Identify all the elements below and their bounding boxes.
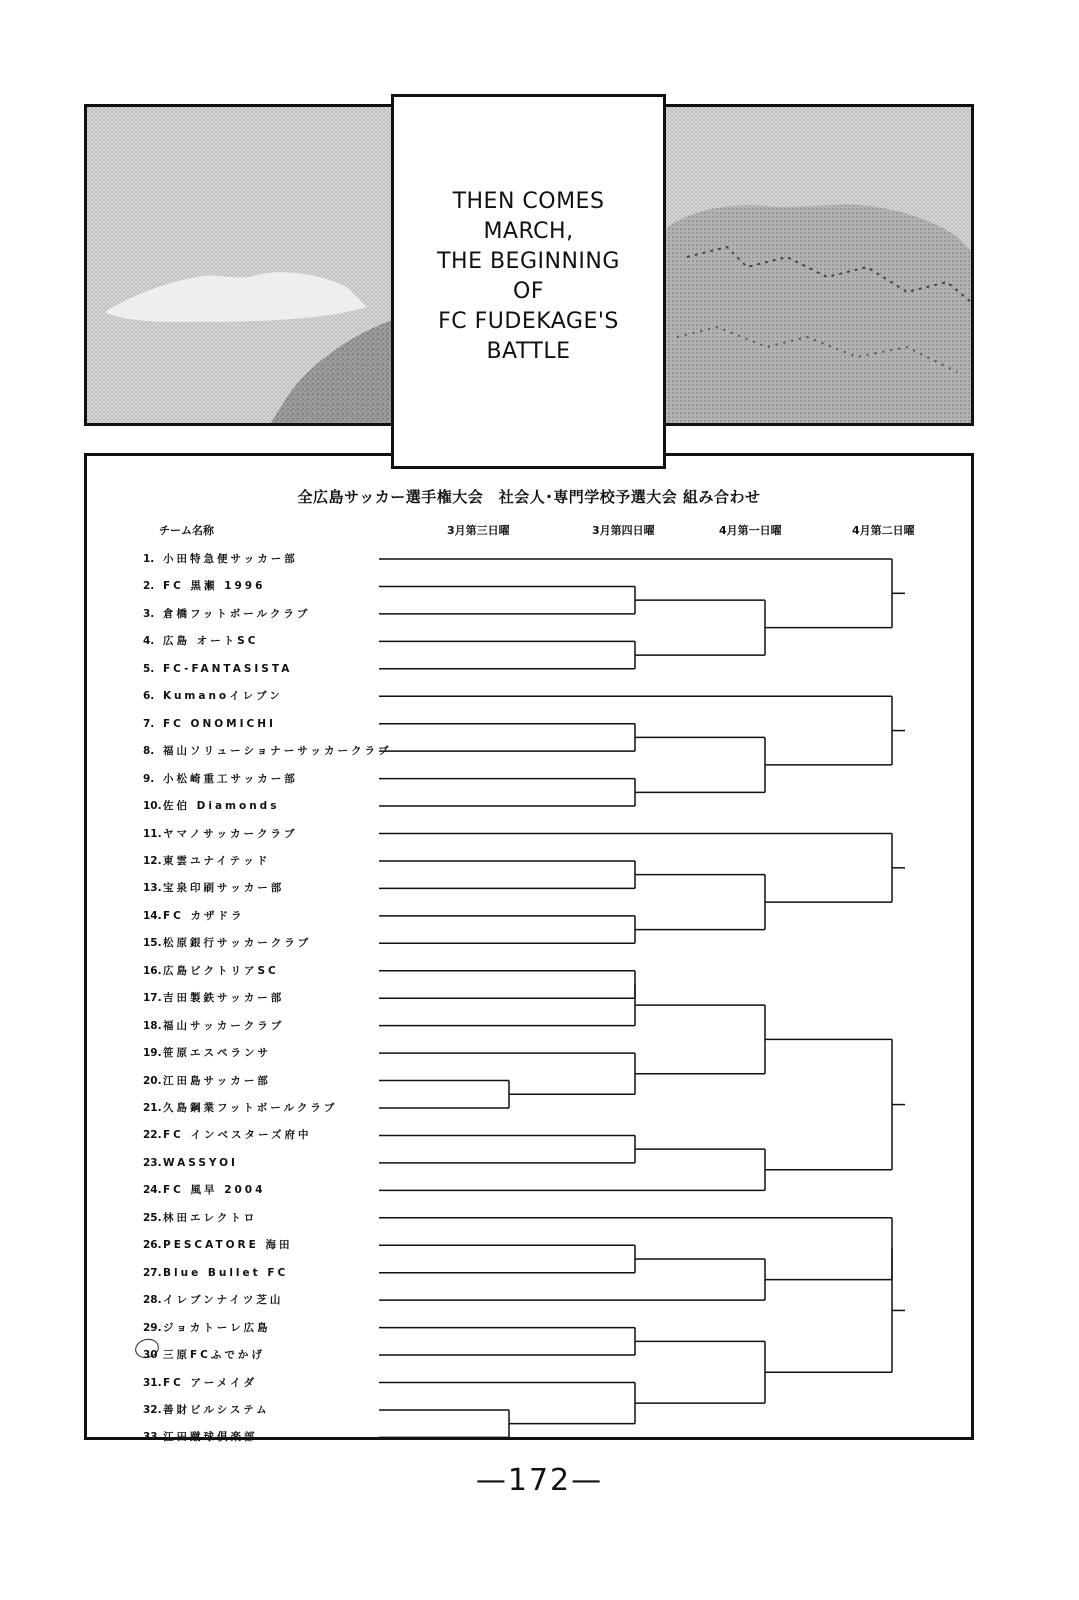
- team-number: 20.: [143, 1074, 162, 1087]
- team-name: 福山サッカークラブ: [163, 1019, 285, 1032]
- team-number: 14.: [143, 909, 162, 922]
- team-number: 17.: [143, 992, 162, 1005]
- team-name: 笹原エスペランサ: [163, 1047, 271, 1060]
- team-name: 林田エレクトロ: [163, 1211, 258, 1224]
- team-name: ヤマノサッカークラブ: [163, 827, 298, 840]
- team-name: FC-FANTASISTA: [163, 662, 293, 675]
- bracket-title: 全広島サッカー選手権大会 社会人･専門学校予選大会 組み合わせ: [297, 488, 761, 506]
- round-header-1: 3月第三日曜: [447, 524, 510, 537]
- team-name: FC ONOMICHI: [163, 717, 276, 730]
- team-number: 13.: [143, 882, 162, 895]
- team-name: 東雲ユナイテッド: [163, 854, 271, 867]
- tournament-bracket-panel: [84, 453, 974, 1444]
- team-number: 10.: [143, 800, 162, 813]
- team-name: FC 黒瀬 1996: [163, 580, 266, 593]
- team-name: FC インベスターズ府中: [163, 1129, 312, 1142]
- team-number: 19.: [143, 1047, 162, 1060]
- team-number: 12.: [143, 854, 162, 867]
- page-number: —172—: [475, 1463, 604, 1498]
- caption-text: THEN COMES MARCH, THE BEGINNING OF FC FUDEKAGE'S BATTLE: [437, 188, 620, 364]
- team-name: 三原FCふでかげ: [163, 1349, 265, 1362]
- team-name: PESCATORE 海田: [163, 1239, 293, 1252]
- team-name: イレブンナイツ芝山: [163, 1294, 284, 1307]
- team-number: 28.: [143, 1294, 162, 1307]
- team-number: 8.: [143, 745, 155, 758]
- team-name: 江田蹴球倶楽部: [163, 1431, 258, 1444]
- team-name: WASSYOI: [163, 1156, 238, 1169]
- team-name: ジョカトーレ広島: [163, 1321, 271, 1334]
- team-name: 善財ビルシステム: [163, 1403, 270, 1416]
- team-number: 27.: [143, 1266, 162, 1279]
- team-name: Kumanoイレブン: [163, 690, 283, 703]
- team-number: 29.: [143, 1321, 162, 1334]
- team-number: 4.: [143, 635, 155, 648]
- bracket-lines: [87, 456, 971, 1437]
- team-name: 福山ソリューショナーサッカークラブ: [163, 745, 392, 758]
- right-mountain: [647, 205, 974, 426]
- team-name: 佐伯 Diamonds: [163, 800, 280, 813]
- team-name: FC カザドラ: [163, 909, 245, 922]
- team-name: 松原銀行サッカークラブ: [163, 937, 312, 950]
- team-number: 18.: [143, 1019, 162, 1032]
- team-number: 15.: [143, 937, 162, 950]
- team-number: 16.: [143, 964, 162, 977]
- team-number: 23.: [143, 1156, 162, 1169]
- team-number: 25.: [143, 1211, 162, 1224]
- team-name: 広島 オートSC: [163, 635, 259, 648]
- team-name: 江田島サッカー部: [163, 1074, 271, 1087]
- team-name: 宝泉印刷サッカー部: [163, 882, 285, 895]
- team-number: 33.: [143, 1431, 162, 1444]
- team-number: 9.: [143, 772, 155, 785]
- team-number: 32.: [143, 1403, 162, 1416]
- team-name: 広島ビクトリアSC: [163, 964, 279, 977]
- team-number: 30: [143, 1349, 158, 1362]
- caption-box: [391, 94, 666, 469]
- team-number: 31.: [143, 1376, 162, 1389]
- team-name: FC アーメイダ: [163, 1376, 257, 1389]
- team-number: 5.: [143, 662, 155, 675]
- team-number: 24.: [143, 1184, 162, 1197]
- team-name: 小松崎重工サッカー部: [163, 772, 298, 785]
- team-number: 26.: [143, 1239, 162, 1252]
- team-number: 21.: [143, 1102, 162, 1114]
- team-name: 吉田製鉄サッカー部: [163, 992, 285, 1005]
- team-name: Blue Bullet FC: [163, 1266, 289, 1279]
- team-number: 2.: [143, 580, 155, 593]
- round-header-4: 4月第二日曜: [852, 524, 915, 537]
- team-name-header: チーム名称: [159, 524, 214, 537]
- team-number: 6.: [143, 690, 155, 703]
- round-header-2: 3月第四日曜: [592, 524, 655, 537]
- team-number: 3.: [143, 607, 155, 620]
- team-name: 久島鋼業フットボールクラブ: [163, 1102, 338, 1114]
- round-header-3: 4月第一日曜: [719, 524, 782, 537]
- team-name: 小田特急便サッカー部: [163, 553, 298, 565]
- team-number: 11.: [143, 827, 162, 840]
- team-number: 22.: [143, 1129, 162, 1142]
- team-name: 倉橋フットボールクラブ: [163, 607, 311, 620]
- team-number: 1.: [143, 553, 155, 565]
- team-number: 7.: [143, 717, 155, 730]
- team-name: FC 風早 2004: [163, 1184, 266, 1197]
